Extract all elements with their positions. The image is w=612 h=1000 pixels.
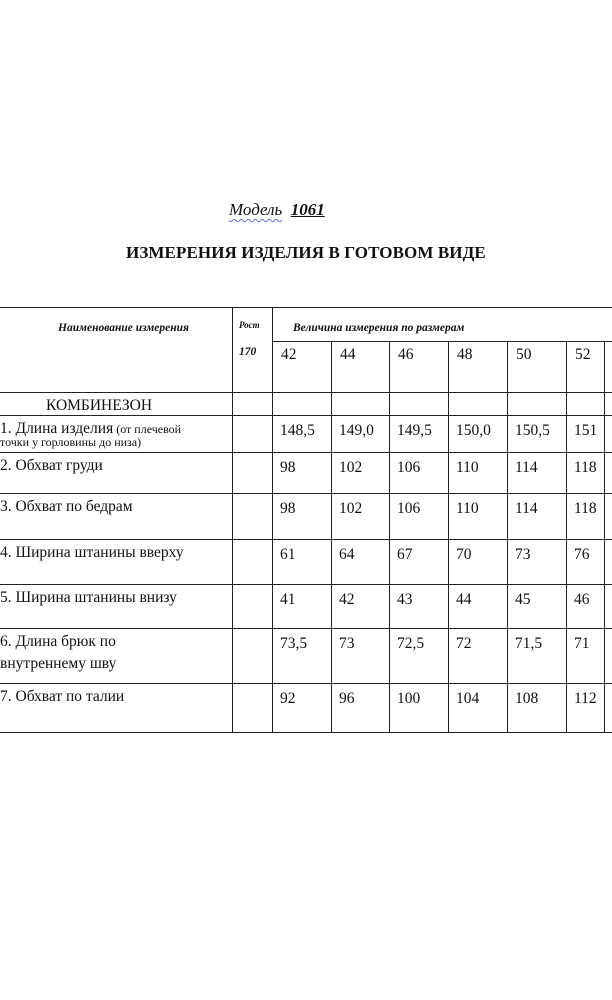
- model-word: Модель: [229, 200, 283, 219]
- table-rule: [272, 341, 612, 342]
- table-rule: [0, 307, 612, 308]
- table-cell: 70: [456, 546, 472, 563]
- model-number: 1061: [290, 200, 325, 219]
- table-cell: 46: [574, 591, 590, 608]
- table-cell: 92: [280, 690, 296, 707]
- table-cell: 71,5: [515, 635, 543, 652]
- table-rule: [331, 341, 332, 732]
- table-rule: [232, 307, 233, 732]
- table-cell: 114: [515, 459, 538, 476]
- table-rule: [0, 493, 612, 494]
- height-value: 170: [239, 346, 257, 358]
- table-rule: [0, 584, 612, 585]
- row-label: 1. Длина изделия (от плечевой точки у горловины до низа): [0, 420, 182, 449]
- table-cell: 110: [456, 459, 479, 476]
- table-cell: 102: [339, 459, 363, 476]
- row-label: 4. Ширина штанины вверху: [0, 544, 184, 561]
- table-cell: 148,5: [280, 422, 315, 439]
- table-cell: 73,5: [280, 635, 308, 652]
- size-header: 48: [457, 346, 473, 363]
- size-header: 52: [575, 346, 591, 363]
- table-rule: [507, 341, 508, 732]
- table-rule: [0, 392, 612, 393]
- column-header-height: Рост: [239, 320, 260, 330]
- table-cell: 76: [574, 546, 590, 563]
- table-cell: 112: [574, 690, 597, 707]
- table-cell: 110: [456, 500, 479, 517]
- table-cell: 98: [280, 459, 296, 476]
- table-cell: 108: [515, 690, 539, 707]
- table-cell: 44: [456, 591, 472, 608]
- table-cell: 106: [397, 459, 421, 476]
- table-cell: 102: [339, 500, 363, 517]
- page-title: ИЗМЕРЕНИЯ ИЗДЕЛИЯ В ГОТОВОМ ВИДЕ: [126, 243, 486, 262]
- table-rule: [0, 628, 612, 629]
- column-header-name: Наименование измерения: [58, 322, 189, 334]
- table-rule: [0, 452, 612, 453]
- table-cell: 118: [574, 500, 597, 517]
- table-cell: 43: [397, 591, 413, 608]
- row-label: 6. Длина брюк по внутреннему шву: [0, 633, 117, 672]
- table-cell: 42: [339, 591, 355, 608]
- table-cell: 100: [397, 690, 421, 707]
- table-cell: 150,5: [515, 422, 550, 439]
- table-cell: 151: [574, 422, 598, 439]
- column-header-sizes: Величина измерения по размерам: [293, 322, 465, 334]
- row-label: 2. Обхват груди: [0, 457, 103, 474]
- table-cell: 41: [280, 591, 296, 608]
- table-rule: [448, 341, 449, 732]
- table-cell: 67: [397, 546, 413, 563]
- row-note: (от плечевой: [113, 422, 182, 436]
- section-title: КОМБИНЕЗОН: [46, 397, 153, 414]
- row-label: 5. Ширина штанины внизу: [0, 589, 177, 606]
- table-rule: [272, 307, 273, 732]
- table-rule: [0, 732, 612, 733]
- row-label: 3. Обхват по бедрам: [0, 498, 133, 515]
- table-cell: 114: [515, 500, 538, 517]
- table-cell: 118: [574, 459, 597, 476]
- table-rule: [566, 341, 567, 732]
- table-rule: [0, 415, 612, 416]
- table-cell: 61: [280, 546, 296, 563]
- table-cell: 98: [280, 500, 296, 517]
- table-cell: 64: [339, 546, 355, 563]
- row-label: 7. Обхват по талии: [0, 688, 125, 705]
- table-rule: [0, 539, 612, 540]
- table-cell: 96: [339, 690, 355, 707]
- table-cell: 104: [456, 690, 480, 707]
- table-cell: 71: [574, 635, 590, 652]
- table-cell: 73: [339, 635, 355, 652]
- table-rule: [604, 341, 605, 732]
- size-header: 46: [398, 346, 414, 363]
- table-cell: 73: [515, 546, 531, 563]
- table-cell: 45: [515, 591, 531, 608]
- table-cell: 106: [397, 500, 421, 517]
- table-cell: 149,5: [397, 422, 432, 439]
- table-rule: [389, 341, 390, 732]
- size-header: 42: [281, 346, 297, 363]
- size-header: 50: [516, 346, 532, 363]
- table-cell: 150,0: [456, 422, 491, 439]
- table-cell: 149,0: [339, 422, 374, 439]
- size-header: 44: [340, 346, 356, 363]
- table-cell: 72: [456, 635, 472, 652]
- table-cell: 72,5: [397, 635, 425, 652]
- table-rule: [0, 683, 612, 684]
